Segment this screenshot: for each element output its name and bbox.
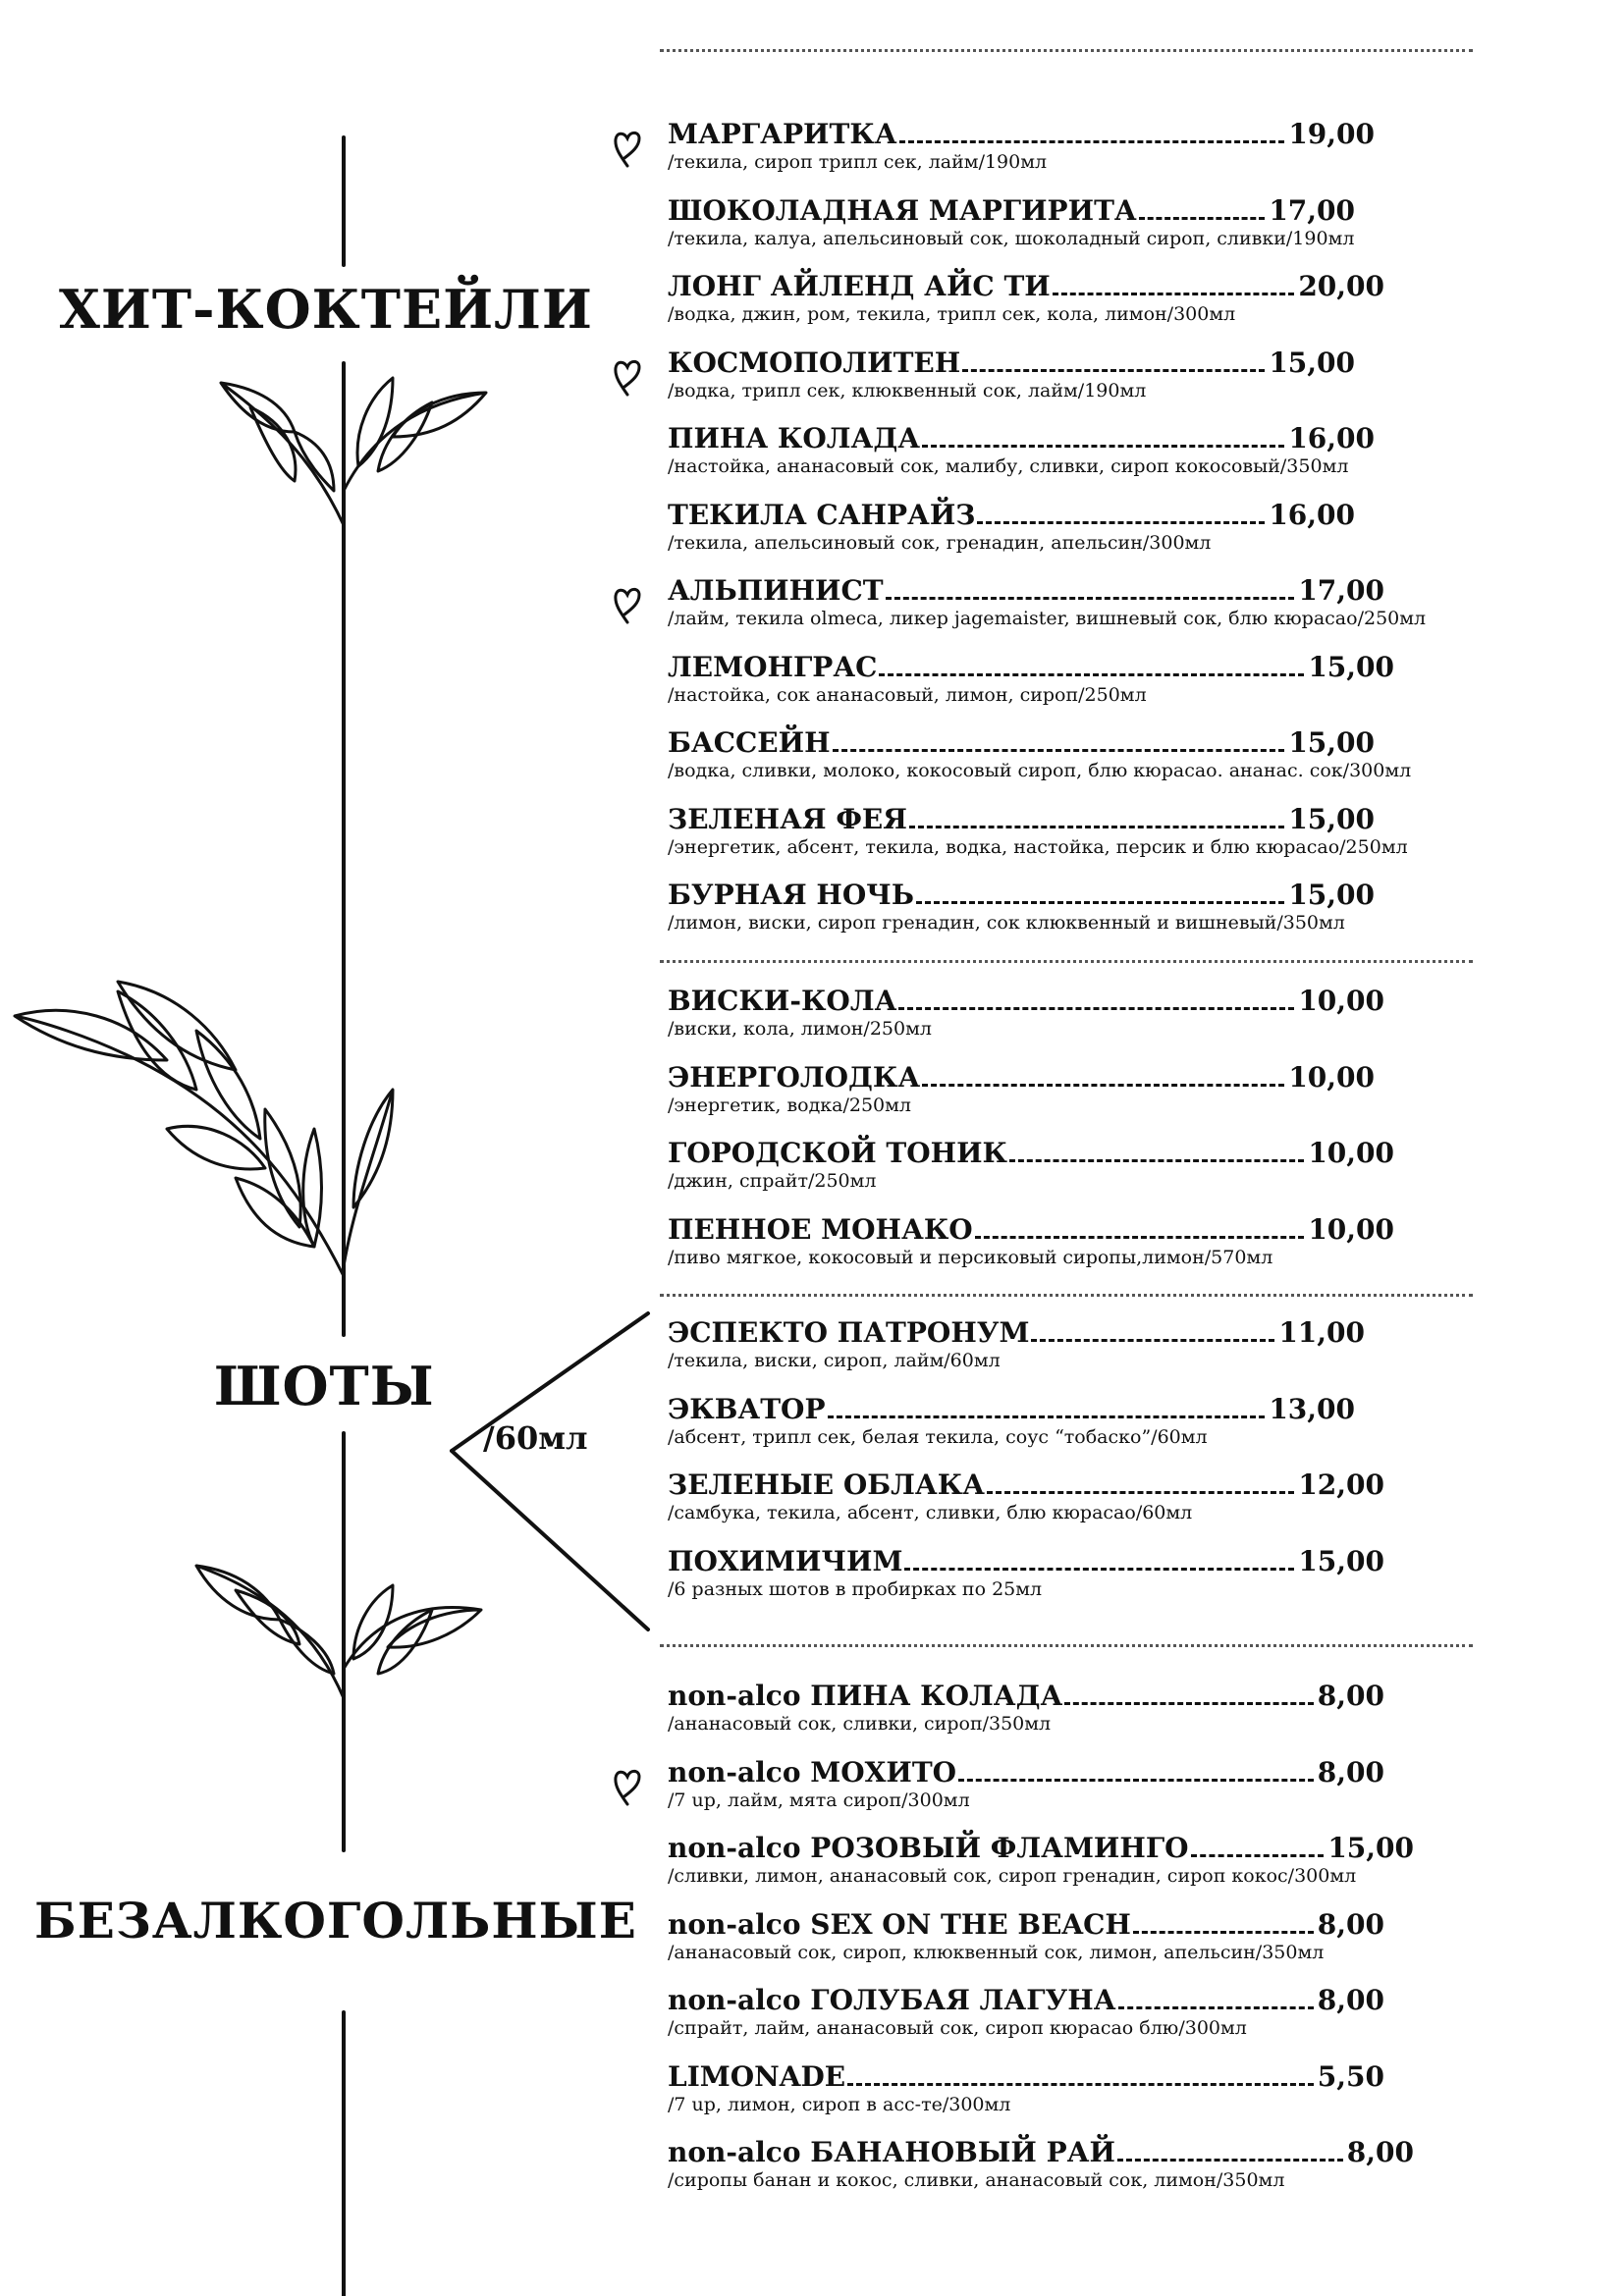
menu-item-name: АЛЬПИНИСТ <box>668 574 884 607</box>
menu-item-price: 10,00 <box>1308 1212 1394 1246</box>
menu-item-name-line <box>668 1390 1355 1425</box>
menu-item-price: 8,00 <box>1317 1907 1384 1941</box>
menu-item-name-line <box>668 1981 1384 2016</box>
menu-item <box>668 2057 1384 2116</box>
menu-item-price: 15,00 <box>1288 802 1375 835</box>
menu-item-name: ПИНА КОЛАДА <box>668 422 921 454</box>
section-title-cocktails: ХИТ-КОКТЕЙЛИ <box>59 278 593 341</box>
menu-item-name: ПОХИМИЧИМ <box>668 1544 903 1577</box>
section-title-shots: ШОТЫ <box>214 1355 435 1417</box>
dashed-leader <box>1031 1339 1274 1342</box>
menu-item-description: /настойка, сок ананасовый, лимон, сироп/250мл <box>668 683 1147 706</box>
menu-item-description: /текила, виски, сироп, лайм/60мл <box>668 1350 1001 1371</box>
menu-item-description: /текила, сироп трипл сек, лайм/190мл <box>668 151 1048 173</box>
heart-icon <box>611 127 644 170</box>
dashed-leader <box>1191 1854 1325 1857</box>
dashed-leader <box>909 826 1284 828</box>
menu-item-name-line <box>668 1905 1384 1941</box>
menu-item-name: ЗЕЛЕНЫЕ ОБЛАКА <box>668 1468 985 1501</box>
menu-item-name-line <box>668 1134 1394 1169</box>
menu-item-price: 19,00 <box>1288 118 1375 150</box>
dashed-leader <box>1009 1159 1304 1162</box>
dashed-leader <box>833 749 1285 752</box>
menu-item-price: 5,50 <box>1317 2059 1384 2093</box>
menu-item-name-line <box>668 344 1355 379</box>
menu-item-description: /лимон, виски, сироп гренадин, сок клюквенный и вишневый/350мл <box>668 912 1345 934</box>
menu-item <box>668 1677 1384 1735</box>
menu-item-price: 8,00 <box>1317 1755 1384 1789</box>
menu-item-description: /виски, кола, лимон/250мл <box>668 1018 932 1040</box>
menu-item-name: КОСМОПОЛИТЕН <box>668 346 961 379</box>
menu-item <box>668 876 1375 934</box>
dashed-leader <box>962 369 1265 372</box>
dashed-leader <box>1053 293 1295 295</box>
menu-item-name: non-alco SEX ON THE BEACH <box>668 1907 1131 1941</box>
menu-item <box>668 1210 1394 1269</box>
menu-item <box>668 982 1384 1041</box>
dashed-leader <box>886 597 1295 600</box>
menu-item-name-line <box>668 1542 1384 1577</box>
menu-item-name-line <box>668 1313 1365 1349</box>
menu-item-name: ШОКОЛАДНАЯ МАРГИРИТА <box>668 193 1137 227</box>
menu-item-description: /ананасовый сок, сироп, клюквенный сок, лимон, апельсин/350мл <box>668 1941 1325 1963</box>
dashed-leader <box>958 1779 1314 1782</box>
menu-item-name: non-alco ГОЛУБАЯ ЛАГУНА <box>668 1984 1116 2016</box>
menu-item-description: /7 up, лайм, мята сироп/300мл <box>668 1789 970 1811</box>
menu-item <box>668 571 1427 630</box>
menu-item-name-line <box>668 191 1355 227</box>
menu-item-price: 15,00 <box>1269 346 1355 379</box>
menu-item-name-line <box>668 1677 1384 1712</box>
menu-item-name: ВИСКИ-КОЛА <box>668 985 897 1017</box>
menu-item-description: /сливки, лимон, ананасовый сок, сироп гренадин, сироп кокос/300мл <box>668 1865 1357 1887</box>
menu-item-name: ГОРОДСКОЙ ТОНИК <box>668 1137 1008 1169</box>
dashed-leader <box>922 445 1284 448</box>
menu-item-price: 12,00 <box>1298 1468 1384 1501</box>
dashed-leader <box>847 2083 1314 2086</box>
heart-icon <box>611 355 644 399</box>
menu-item-name-line <box>668 1058 1375 1094</box>
menu-item-description: /6 разных шотов в пробирках по 25мл <box>668 1577 1043 1600</box>
menu-item-name: ТЕКИЛА САНРАЙЗ <box>668 498 976 531</box>
menu-item <box>668 648 1394 707</box>
menu-item-name-line <box>668 2057 1384 2093</box>
menu-item <box>668 496 1355 555</box>
menu-item-description: /спрайт, лайм, ананасовый сок, сироп кюрасао блю/300мл <box>668 2017 1247 2039</box>
dashed-leader <box>916 901 1284 904</box>
separator-mixed <box>660 960 1473 963</box>
menu-item-name-line <box>668 723 1375 759</box>
separator-top <box>660 49 1473 52</box>
menu-item-price: 10,00 <box>1298 985 1384 1017</box>
dashed-leader <box>1117 2159 1343 2162</box>
menu-item-name-line <box>668 2133 1414 2168</box>
menu-item-name-line <box>668 496 1355 531</box>
menu-item-description: /энергетик, абсент, текила, водка, настойка, персик и блю кюрасао/250мл <box>668 835 1408 858</box>
dashed-leader <box>1139 217 1266 220</box>
menu-item-name: БУРНАЯ НОЧЬ <box>668 879 914 911</box>
menu-item <box>668 1542 1384 1601</box>
menu-item <box>668 191 1355 250</box>
menu-item-name: non-alco РОЗОВЫЙ ФЛАМИНГО <box>668 1832 1189 1864</box>
menu-item-description: /лайм, текила olmeca, ликер jagemaister, вишневый сок, блю кюрасао/250мл <box>668 608 1427 629</box>
heart-icon <box>611 583 644 626</box>
menu-item-name: ЭСПЕКТО ПАТРОНУМ <box>668 1316 1030 1349</box>
menu-item-name: ЛОНГ АЙЛЕНД АЙС ТИ <box>668 270 1051 302</box>
separator-nonalco <box>660 1644 1473 1647</box>
menu-item-description: /джин, спрайт/250мл <box>668 1170 877 1192</box>
menu-item <box>668 800 1408 859</box>
menu-item-description: /текила, апельсиновый сок, гренадин, апельсин/300мл <box>668 531 1212 554</box>
menu-item-name-line <box>668 115 1375 150</box>
menu-item-price: 17,00 <box>1269 193 1355 227</box>
menu-item-name-line <box>668 419 1375 454</box>
dashed-leader <box>904 1568 1294 1571</box>
menu-item-price: 16,00 <box>1288 422 1375 454</box>
separator-shots <box>660 1294 1473 1297</box>
menu-item-name-line <box>668 800 1375 835</box>
menu-item-price: 15,00 <box>1288 726 1375 759</box>
menu-item <box>668 1313 1365 1372</box>
menu-item-price: 8,00 <box>1346 2136 1414 2168</box>
menu-item-price: 15,00 <box>1288 879 1375 911</box>
menu-item-price: 15,00 <box>1308 650 1394 683</box>
menu-item-price: 10,00 <box>1288 1060 1375 1094</box>
menu-item <box>668 1134 1394 1193</box>
menu-item <box>668 267 1384 326</box>
menu-item-description: /водка, джин, ром, текила, трипл сек, кола, лимон/300мл <box>668 303 1236 325</box>
dashed-leader <box>922 1084 1284 1087</box>
menu-item <box>668 1058 1375 1117</box>
menu-item-name: ЛЕМОНГРАС <box>668 650 878 683</box>
menu-item-description: /самбука, текила, абсент, сливки, блю кюрасао/60мл <box>668 1502 1193 1523</box>
menu-item-name-line <box>668 648 1394 683</box>
menu-item-name-line <box>668 571 1384 607</box>
menu-item <box>668 1829 1414 1888</box>
menu-item-name: ПЕННОЕ МОНАКО <box>668 1212 973 1246</box>
menu-item <box>668 419 1375 478</box>
menu-item-description: /сиропы банан и кокос, сливки, ананасовый сок, лимон/350мл <box>668 2169 1285 2191</box>
menu-item-price: 15,00 <box>1298 1544 1384 1577</box>
menu-item <box>668 2133 1414 2192</box>
menu-item-name: МАРГАРИТКА <box>668 118 897 150</box>
menu-item-description: /абсент, трипл сек, белая текила, соус “тобаско”/60мл <box>668 1425 1208 1448</box>
menu-item-name-line <box>668 982 1384 1017</box>
menu-item-name-line <box>668 1466 1384 1501</box>
menu-item-description: /настойка, ананасовый сок, малибу, сливки, сироп кокосовый/350мл <box>668 455 1349 477</box>
menu-item-name-line <box>668 1829 1414 1864</box>
menu-item <box>668 1753 1384 1812</box>
menu-item-price: 11,00 <box>1278 1316 1365 1349</box>
menu-item <box>668 1981 1384 2040</box>
menu-item-description: /пиво мягкое, кокосовый и персиковый сиропы,лимон/570мл <box>668 1246 1273 1268</box>
menu-item <box>668 1905 1384 1964</box>
menu-item-name-line <box>668 267 1384 302</box>
menu-item <box>668 723 1412 782</box>
menu-item-name-line <box>668 1210 1394 1246</box>
menu-item-price: 8,00 <box>1317 1984 1384 2016</box>
menu-item-name: LIMONADE <box>668 2059 846 2093</box>
menu-item-name: ЭНЕРГОЛОДКА <box>668 1060 921 1094</box>
menu-item-name: non-alco БАНАНОВЫЙ РАЙ <box>668 2136 1115 2168</box>
menu-item-name: non-alco ПИНА КОЛАДА <box>668 1680 1063 1712</box>
menu-item-price: 17,00 <box>1298 574 1384 607</box>
dashed-leader <box>879 673 1304 676</box>
menu-item-name: non-alco МОХИТО <box>668 1755 957 1789</box>
menu-item <box>668 1466 1384 1524</box>
menu-item <box>668 1390 1355 1449</box>
menu-item-description: /ананасовый сок, сливки, сироп/350мл <box>668 1713 1052 1735</box>
menu-item-price: 15,00 <box>1327 1832 1414 1864</box>
dashed-leader <box>828 1415 1266 1418</box>
dashed-leader <box>899 140 1285 143</box>
section-title-nonalco: БЕЗАЛКОГОЛЬНЫЕ <box>34 1892 637 1949</box>
menu-item-name-line <box>668 1753 1384 1789</box>
menu-item-price: 8,00 <box>1317 1680 1384 1712</box>
menu-item-name: БАССЕЙН <box>668 726 831 759</box>
menu-item-name: ЗЕЛЕНАЯ ФЕЯ <box>668 802 907 835</box>
dashed-leader <box>898 1007 1294 1010</box>
dashed-leader <box>1133 1931 1314 1934</box>
menu-item-description: /водка, трипл сек, клюквенный сок, лайм/190мл <box>668 379 1147 401</box>
menu-item-price: 20,00 <box>1298 270 1384 302</box>
dashed-leader <box>1118 2006 1314 2009</box>
menu-item <box>668 115 1375 174</box>
heart-icon <box>611 1765 644 1808</box>
menu-item-name: ЭКВАТОР <box>668 1392 826 1425</box>
menu-item-price: 10,00 <box>1308 1137 1394 1169</box>
shots-volume-note: /60мл <box>483 1419 588 1457</box>
menu-item <box>668 344 1355 402</box>
menu-item-description: /7 up, лимон, сироп в асс-те/300мл <box>668 2093 1011 2115</box>
menu-item-description: /текила, калуа, апельсиновый сок, шоколадный сироп, сливки/190мл <box>668 227 1355 249</box>
menu-item-price: 13,00 <box>1269 1392 1355 1425</box>
dashed-leader <box>977 521 1265 524</box>
dashed-leader <box>1064 1702 1314 1705</box>
menu-item-price: 16,00 <box>1269 498 1355 531</box>
dashed-leader <box>975 1236 1305 1239</box>
menu-item-description: /водка, сливки, молоко, кокосовый сироп, блю кюрасао. ананас. сок/300мл <box>668 760 1412 781</box>
dashed-leader <box>987 1491 1294 1494</box>
menu-item-name-line <box>668 876 1375 911</box>
menu-item-description: /энергетик, водка/250мл <box>668 1094 911 1116</box>
